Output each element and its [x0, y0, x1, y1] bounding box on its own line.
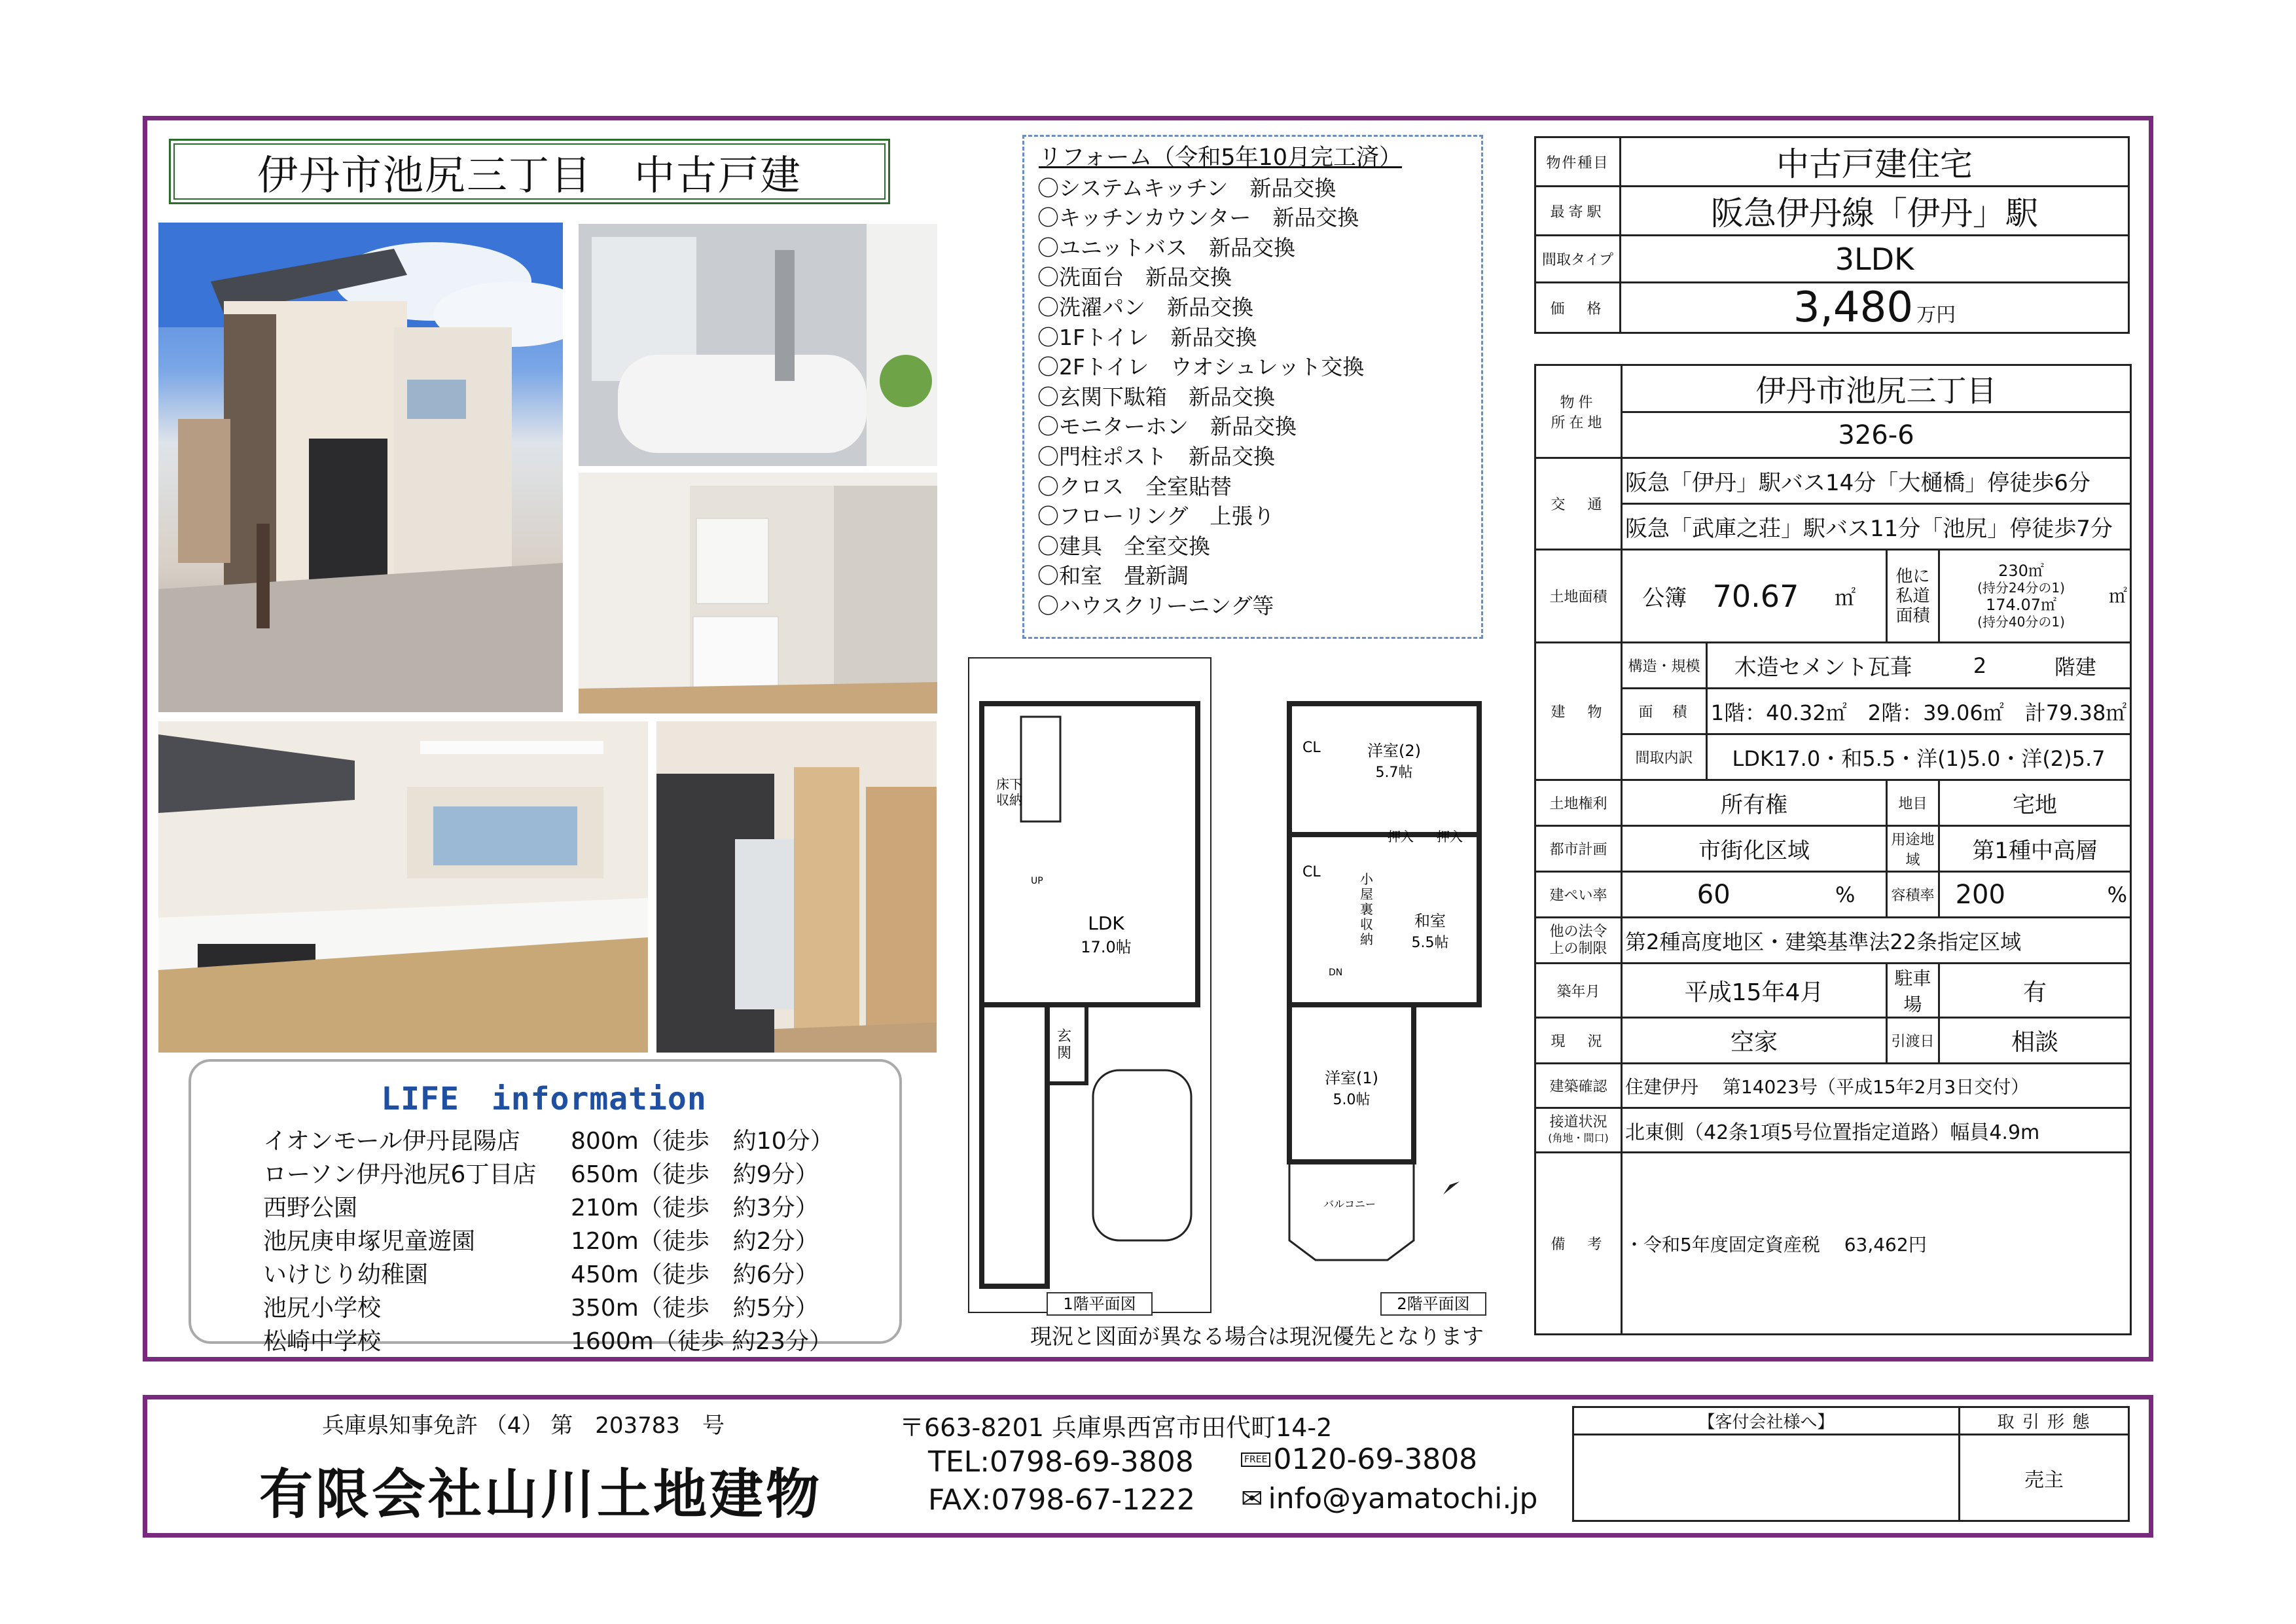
facility-name: 池尻庚申塚児童遊園	[263, 1228, 476, 1255]
road-label: 接道状況	[1549, 1113, 1607, 1130]
west2-size: 5.7帖	[1375, 765, 1413, 781]
station-label: 最寄駅	[1535, 187, 1621, 236]
built-date: 平成15年4月	[1622, 964, 1887, 1018]
car-icon	[1093, 1070, 1191, 1240]
rooms-label: 間取内訳	[1622, 734, 1707, 780]
deal-label: 取 引 形 態	[1960, 1407, 2129, 1435]
transport-2: 阪急「武庫之荘」駅バス11分「池尻」停徒歩7分	[1622, 504, 2131, 550]
transport-label: 交 通	[1535, 458, 1622, 550]
private-road-2: 174.07㎡	[1986, 595, 2056, 614]
washitsu-room	[1289, 835, 1479, 1005]
oshiire-label: 押入	[1388, 829, 1414, 844]
address-line2: 326-6	[1622, 412, 2131, 458]
list-item: 〇和室 畳新調	[1037, 563, 1189, 589]
property-type: 中古戸建住宅	[1621, 137, 2129, 187]
free-dial-icon: FREE	[1241, 1453, 1270, 1467]
detail-table	[1534, 364, 2132, 1335]
cl-label: CL	[1302, 864, 1321, 880]
bcr: 60	[1622, 872, 1805, 918]
life-information	[188, 1059, 902, 1355]
ldk-label: LDK	[1088, 912, 1124, 934]
remarks: ・令和5年度固定資産税 63,462円	[1622, 1153, 2131, 1335]
private-road-1-note: (持分24分の1)	[1977, 579, 2065, 596]
list-item: 〇クロス 全室貼替	[1037, 473, 1232, 499]
far: 200	[1939, 872, 2021, 918]
list-item: 〇玄関下駄箱 新品交換	[1037, 384, 1275, 410]
layout-label: 間取タイプ	[1535, 236, 1621, 283]
road-sub-label: (角地・間口)	[1548, 1131, 1609, 1144]
list-item: 〇建具 全室交換	[1037, 533, 1210, 559]
list-item: 〇フローリング 上張り	[1037, 503, 1275, 530]
dn-label: DN	[1329, 967, 1343, 978]
list-item: 〇モニターホン 新品交換	[1037, 414, 1297, 440]
facility-distance: 210m（徒歩 約3分）	[571, 1195, 819, 1221]
facility-name: 池尻小学校	[263, 1295, 382, 1322]
up-label: UP	[1031, 876, 1043, 886]
kitchen-photo	[158, 721, 648, 1053]
price-cell	[1621, 283, 2129, 333]
list-item: 〇キッチンカウンター 新品交換	[1037, 205, 1359, 231]
summary-table	[1534, 136, 2130, 334]
balcony-label: バルコニー	[1323, 1198, 1376, 1210]
floors-unit: 階建	[2021, 643, 2131, 689]
list-item	[263, 1290, 884, 1323]
reform-list	[1022, 135, 1483, 639]
list-item	[263, 1256, 884, 1290]
facility-name: ローソン伊丹池尻6丁目店	[263, 1161, 537, 1188]
structure: 木造セメント瓦葺	[1707, 643, 1939, 689]
f1-caption: 1階平面図	[1063, 1295, 1136, 1313]
area-label: 面 積	[1622, 689, 1707, 734]
private-road-2-note: (持分40分の1)	[1977, 613, 2065, 630]
nearest-station: 阪急伊丹線「伊丹」駅	[1621, 187, 2129, 236]
floorplan-note: 現況と図面が異なる場合は現況優先となります	[1030, 1324, 1484, 1349]
remarks-label: 備 考	[1535, 1153, 1622, 1335]
list-item: 〇洗濯パン 新品交換	[1037, 294, 1253, 320]
land-right-label: 土地権利	[1535, 780, 1622, 826]
zoning: 第1種中高層	[1939, 826, 2131, 872]
washitsu-label: 和室	[1414, 912, 1446, 930]
status-label: 現 況	[1535, 1018, 1622, 1064]
email-block	[1241, 1482, 1537, 1515]
list-item: 〇システムキッチン 新品交換	[1037, 175, 1336, 201]
entrance-photo	[656, 721, 937, 1053]
floors: 2	[1939, 643, 2021, 689]
private-road-label: 他に 私道 面積	[1887, 550, 1939, 643]
land-label: 土地面積	[1535, 550, 1622, 643]
west1-label: 洋室(1)	[1325, 1069, 1378, 1087]
address-line1: 伊丹市池尻三丁目	[1622, 365, 2131, 412]
facility-distance: 450m（徒歩 約6分）	[571, 1261, 819, 1288]
broker-stamp-area	[1573, 1435, 1960, 1521]
private-road-cell	[1939, 550, 2131, 643]
list-item: 〇2Fトイレ ウオシュレット交換	[1037, 354, 1365, 380]
bcr-label: 建ぺい率	[1535, 872, 1622, 918]
facility-distance: 800m（徒歩 約10分）	[571, 1128, 834, 1155]
building-confirmation: 住建伊丹 第14023号（平成15年2月3日交付）	[1622, 1064, 2131, 1108]
transport-1: 阪急「伊丹」駅バス14分「大樋橋」停徒歩6分	[1622, 458, 2131, 504]
land-area: 70.67	[1707, 550, 1805, 643]
confirm-label: 建築確認	[1535, 1064, 1622, 1108]
layout-type: 3LDK	[1621, 236, 2129, 283]
oshiire-label: 押入	[1437, 829, 1463, 844]
land-unit: ㎡	[1805, 550, 1887, 643]
broker-label: 【客付会社様へ】	[1573, 1407, 1960, 1435]
email: info@yamatochi.jp	[1268, 1482, 1538, 1515]
address-label: 物件 所在地	[1535, 365, 1622, 458]
far-unit: %	[2021, 872, 2131, 918]
life-heading: LIFE information	[381, 1081, 707, 1117]
price-label: 価 格	[1535, 283, 1621, 333]
washitsu-size: 5.5帖	[1411, 935, 1449, 951]
built-label: 築年月	[1535, 964, 1622, 1018]
price: 3,480	[1793, 283, 1914, 332]
facility-name: 松崎中学校	[263, 1328, 382, 1355]
zoning-label: 用途地域	[1887, 826, 1939, 872]
free-dial-number: 0120-69-3808	[1273, 1443, 1478, 1476]
entrance-label: 玄関	[1057, 1028, 1072, 1062]
reform-heading: リフォーム（令和5年10月完工済）	[1039, 145, 1403, 171]
facility-name: イオンモール伊丹昆陽店	[263, 1128, 520, 1155]
price-unit: 万円	[1916, 304, 1956, 327]
chimoku: 宅地	[1939, 780, 2131, 826]
facility-name: 西野公園	[263, 1195, 358, 1221]
structure-label: 構造・規模	[1622, 643, 1707, 689]
facility-distance: 350m（徒歩 約5分）	[571, 1295, 819, 1322]
handover: 相談	[1939, 1018, 2131, 1064]
list-item	[263, 1323, 884, 1356]
kitchen-counter	[1021, 717, 1060, 821]
facility-distance: 1600m（徒歩 約23分）	[571, 1328, 833, 1355]
washroom-photo	[579, 473, 937, 713]
cl-label: CL	[1302, 740, 1321, 756]
private-road-1: 230㎡	[1998, 561, 2044, 580]
parking-label: 駐車場	[1887, 964, 1939, 1018]
west2-label: 洋室(2)	[1367, 742, 1421, 760]
license-number: 兵庫県知事免許 （4） 第 203783 号	[322, 1413, 725, 1439]
postal-address: 〒663-8201 兵庫県西宮市田代町14-2	[899, 1413, 1333, 1442]
chimoku-label: 地目	[1887, 780, 1939, 826]
storage-label: 床下収納	[996, 776, 1022, 808]
company-name: 有限会社山川土地建物	[259, 1464, 823, 1526]
far-label: 容積率	[1887, 872, 1939, 918]
deal-type: 売主	[1960, 1435, 2129, 1521]
city-plan: 市街化区域	[1622, 826, 1887, 872]
attic-label: 小屋裏収納	[1360, 871, 1373, 947]
building-label: 建 物	[1535, 643, 1622, 780]
fax: FAX:0798-67-1222	[928, 1483, 1196, 1517]
bathroom-photo	[579, 224, 937, 466]
land-right: 所有権	[1622, 780, 1887, 826]
parking: 有	[1939, 964, 2131, 1018]
road-access: 北東側（42条1項5号位置指定道路）幅員4.9m	[1622, 1108, 2131, 1153]
floor-plan	[962, 651, 1512, 1319]
list-item: 〇洗面台 新品交換	[1037, 264, 1232, 291]
list-item	[263, 1189, 884, 1223]
facility-distance: 120m（徒歩 約2分）	[571, 1228, 819, 1255]
page-title: 伊丹市池尻三丁目 中古戸建	[169, 139, 890, 204]
private-road-values	[1943, 562, 2127, 630]
list-item: 〇ハウスクリーニング等	[1037, 592, 1274, 619]
type-label: 物件種目	[1535, 137, 1621, 187]
list-item	[263, 1123, 884, 1156]
ldk-room	[982, 704, 1198, 1005]
balcony	[1289, 1162, 1414, 1260]
facility-name: いけじり幼稚園	[263, 1261, 429, 1288]
rooms-breakdown: LDK17.0・和5.5・洋(1)5.0・洋(2)5.7	[1707, 734, 2131, 780]
facility-distance: 650m（徒歩 約9分）	[571, 1161, 819, 1188]
land-type: 公簿	[1622, 550, 1707, 643]
wet-area	[982, 1005, 1047, 1286]
tel: TEL:0798-69-3808	[928, 1445, 1194, 1479]
free-dial	[1241, 1443, 1477, 1476]
broker-table	[1572, 1406, 2130, 1522]
private-road-unit: ㎡	[2109, 585, 2128, 607]
list-item	[263, 1156, 884, 1189]
f2-caption: 2階平面図	[1397, 1295, 1470, 1313]
floor-area: 1階：40.32㎡ 2階：39.06㎡ 計79.38㎡	[1707, 689, 2131, 734]
west1-size: 5.0帖	[1333, 1092, 1371, 1108]
list-item	[263, 1223, 884, 1256]
other-law: 第2種高度地区・建築基準法22条指定区域	[1622, 918, 2131, 964]
bcr-unit: %	[1805, 872, 1887, 918]
handover-label: 引渡日	[1887, 1018, 1939, 1064]
list-item: 〇ユニットバス 新品交換	[1037, 234, 1296, 261]
ldk-size: 17.0帖	[1081, 938, 1132, 956]
road-label-cell	[1535, 1108, 1622, 1153]
private-road-list	[1943, 562, 2100, 630]
list-item: 〇門柱ポスト 新品交換	[1037, 443, 1275, 469]
city-plan-label: 都市計画	[1535, 826, 1622, 872]
north-arrow-icon	[1443, 1182, 1460, 1195]
other-law-label: 他の法令 上の制限	[1535, 918, 1622, 964]
mail-icon: ✉	[1241, 1483, 1263, 1514]
list-item: 〇1Fトイレ 新品交換	[1037, 324, 1257, 350]
current-status: 空家	[1622, 1018, 1887, 1064]
lot-outline-1f	[969, 658, 1211, 1312]
exterior-photo	[158, 223, 563, 712]
